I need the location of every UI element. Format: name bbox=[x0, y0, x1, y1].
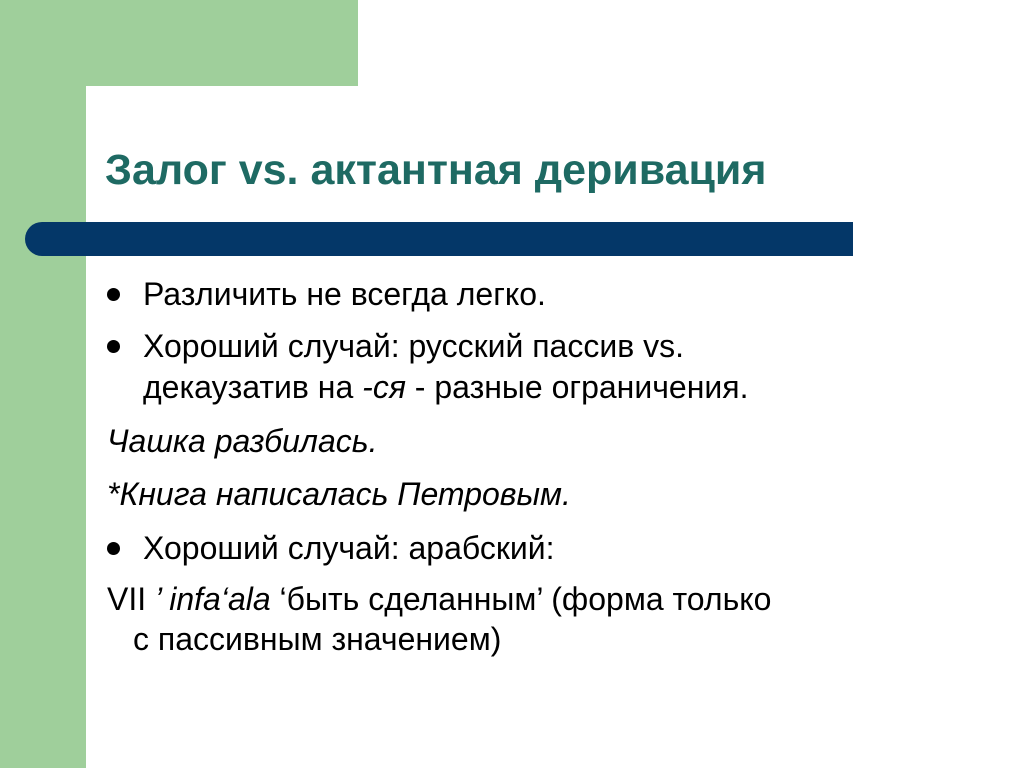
title-underline-bar bbox=[25, 222, 853, 256]
bullet-2-text-a: декаузатив на bbox=[143, 369, 363, 405]
bullet-1-text: Различить не всегда легко. bbox=[143, 276, 546, 312]
bullet-dot bbox=[107, 288, 120, 301]
paragraph-prefix: VII bbox=[107, 581, 156, 617]
example-1: Чашка разбилась. bbox=[107, 423, 378, 459]
bullet-2-line-2 bbox=[143, 368, 748, 406]
bullet-dot bbox=[107, 542, 120, 555]
paragraph-line-1 bbox=[107, 580, 771, 618]
bullet-dot bbox=[107, 340, 120, 353]
left-decor-bar bbox=[0, 0, 86, 768]
slide-title: Залог vs. актантная деривация bbox=[105, 146, 767, 194]
bullet-2-suffix: -ся bbox=[362, 369, 406, 405]
bullet-3-text: Хороший случай: арабский: bbox=[143, 530, 555, 566]
top-decor-bar bbox=[0, 0, 358, 86]
paragraph-line-2: с пассивным значением) bbox=[133, 621, 502, 657]
arabic-term: ’ infa‘ala bbox=[155, 581, 271, 617]
bullet-2-text-c: - разные ограничения. bbox=[405, 369, 749, 405]
example-2: *Книга написалась Петровым. bbox=[107, 476, 571, 512]
paragraph-text: ‘быть сделанным’ (форма только bbox=[270, 581, 772, 617]
bullet-2-line-1: Хороший случай: русский пассив vs. bbox=[143, 328, 684, 364]
